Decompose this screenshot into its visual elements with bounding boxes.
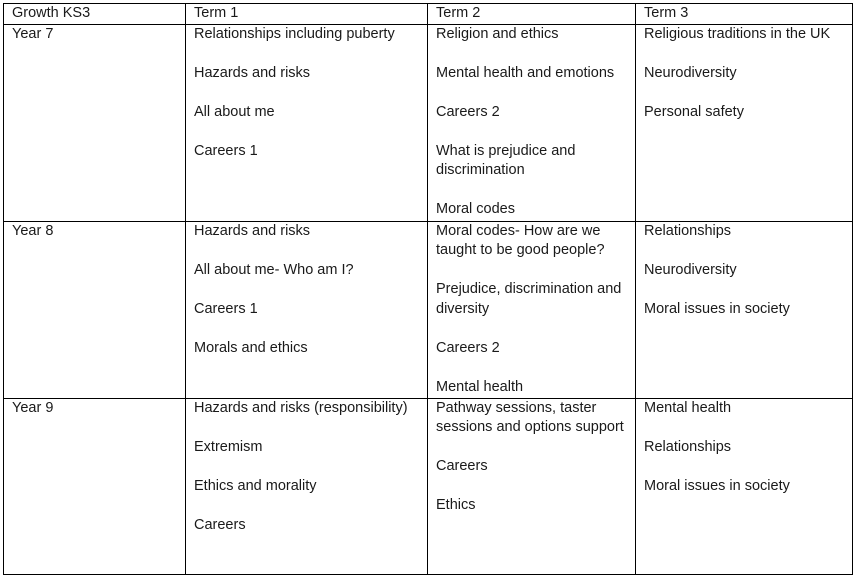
term-2-cell [428,24,636,221]
topic-item: Hazards and risks [194,64,311,81]
topic-item: Moral codes [436,201,515,217]
topic-item: Careers 2 [436,339,500,356]
term-3-cell [636,24,853,221]
term-2-cell [428,221,636,398]
topic-item: Neurodiversity [644,64,737,81]
topic-item: What is prejudice and discrimination [436,142,576,178]
topic-item: Careers 1 [194,142,258,159]
topic-item: Extremism [194,438,263,455]
header-row [4,4,853,25]
topic-item: Careers [194,516,246,533]
term-1-cell [186,398,428,574]
year-cell: Year 8 [4,221,186,398]
header-cell-growth-ks3: Growth KS3 [4,4,186,25]
topic-item: Careers [436,458,488,474]
topic-item: Mental health and emotions [436,64,615,81]
table-row-year-9 [4,398,853,574]
table-row-year-8 [4,221,853,398]
table-row-year-7 [4,24,853,221]
topic-item: Relationships [644,222,732,239]
topic-item: All about me- Who am I? [194,261,354,278]
term-1-cell [186,221,428,398]
term-3-cell [636,398,853,574]
term-1-cell [186,24,428,221]
topic-item: Neurodiversity [644,261,737,278]
year-cell: Year 7 [4,24,186,221]
topic-item: Pathway sessions, taster sessions and options support [436,399,624,435]
topic-item: Careers 2 [436,103,500,120]
topic-item: Hazards and risks (responsibility) [194,399,408,416]
topic-item: Mental health [436,378,524,395]
topic-item: Relationships [644,438,732,455]
topic-item: All about me [194,103,275,120]
topic-item: Ethics and morality [194,477,317,494]
term-3-cell [636,221,853,398]
topic-item: Moral issues in society [644,477,790,494]
term-2-cell [428,398,636,574]
topic-item: Religious traditions in the UK [644,25,831,42]
header-cell-term-2: Term 2 [428,4,636,25]
topic-item: Prejudice, discrimination and diversity [436,281,622,317]
topic-item: Moral codes- How are we taught to be good people? [436,222,605,258]
topic-item: Morals and ethics [194,339,308,356]
year-cell: Year 9 [4,398,186,574]
header-cell-term-3: Term 3 [636,4,853,25]
topic-item: Moral issues in society [644,300,790,317]
header-cell-term-1: Term 1 [186,4,428,25]
topic-item: Religion and ethics [436,25,559,42]
topic-item: Hazards and risks [194,222,311,239]
topic-item: Mental health [644,399,732,416]
curriculum-table [3,3,853,575]
topic-item: Careers 1 [194,300,258,317]
topic-item: Personal safety [644,103,744,120]
topic-item: Ethics [436,497,476,513]
topic-item: Relationships including puberty [194,25,395,42]
